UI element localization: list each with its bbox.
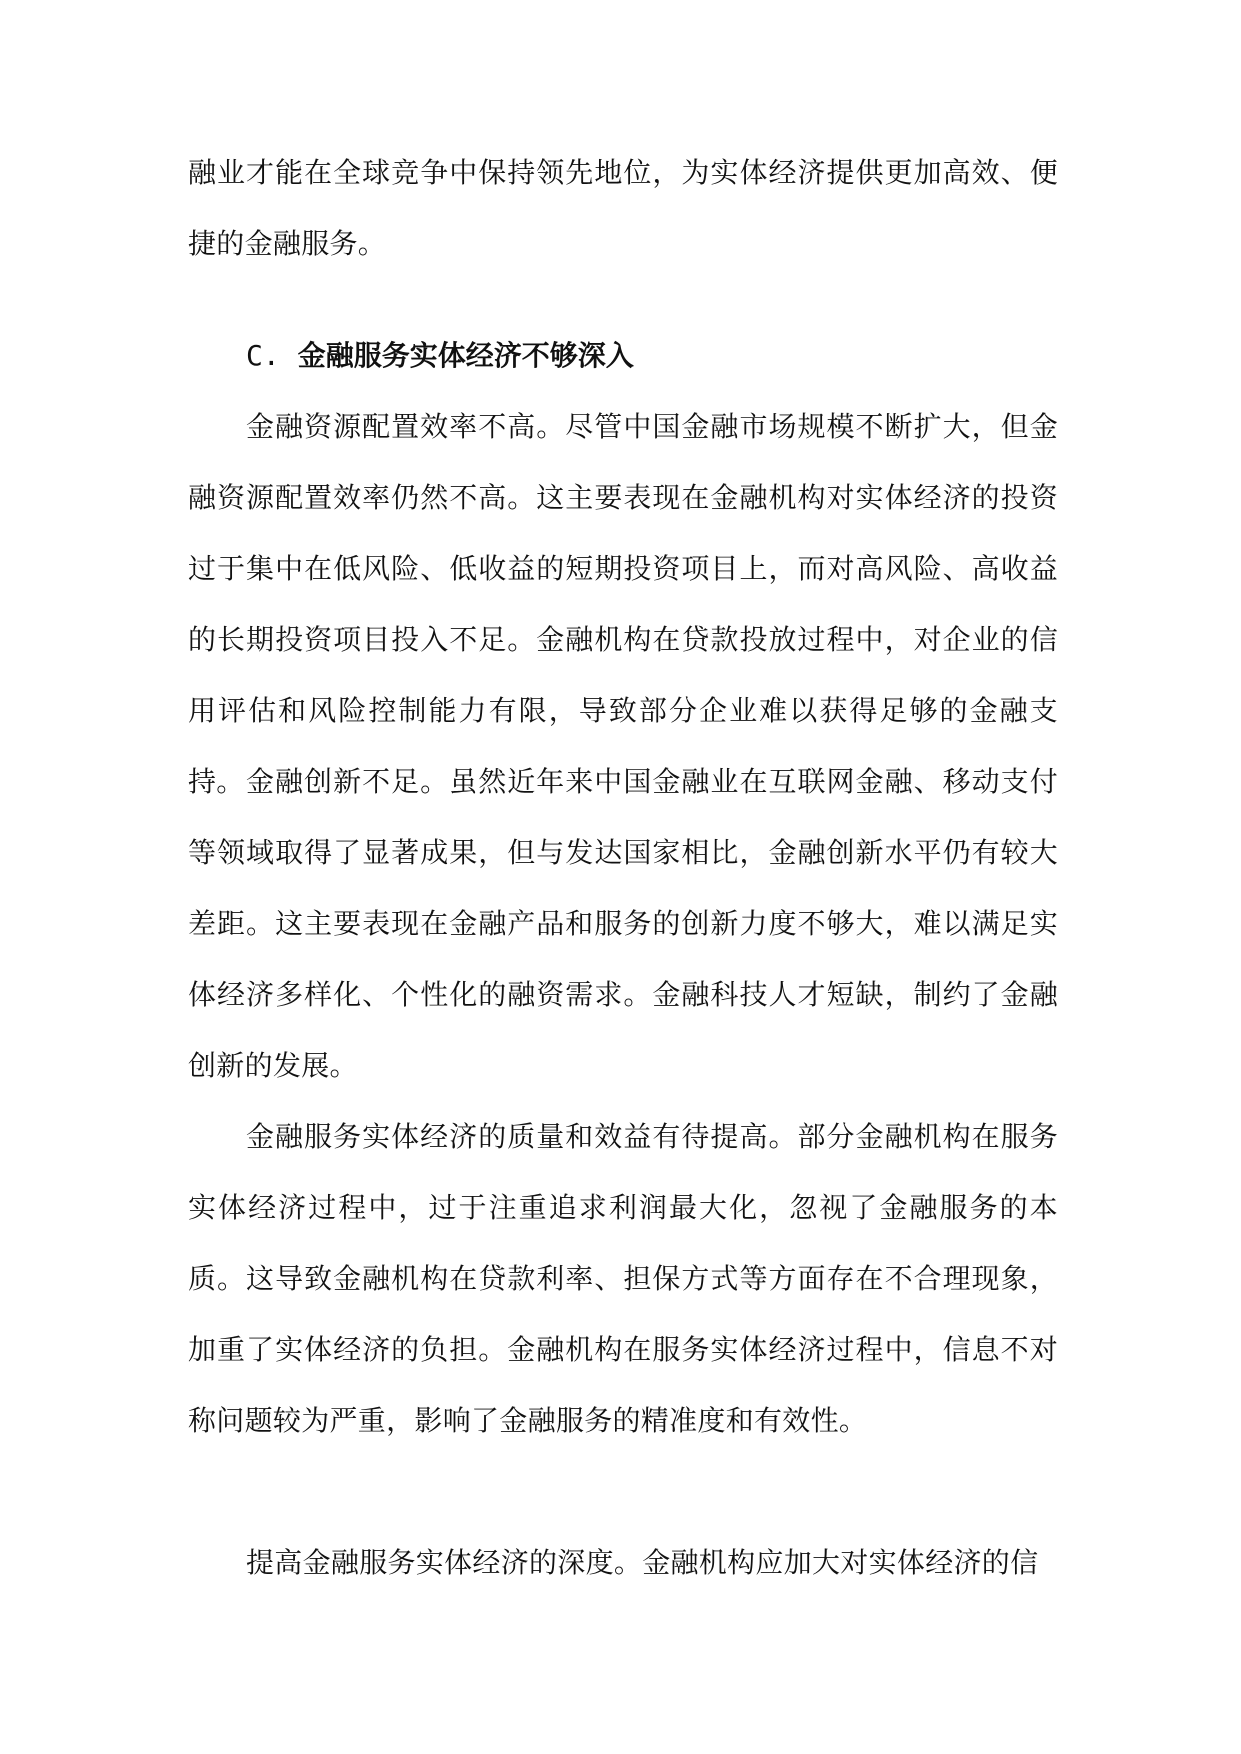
section-heading [246, 320, 634, 391]
section-label: C. [246, 339, 280, 372]
paragraph-financial-innovation: 金融创新不足。虽然近年来中国金融业在互联网金融、移动支付等领域取得了显著成果，但与发达国家相比，金融创新水平仍有较大差距。这主要表现在金融产品和服务的创新力度不够大，难以满足实体经济多样化、个性化的融资需求。金融科技人才短缺，制约了金融创新的发展。 [188, 765, 1058, 1082]
continuation-paragraph: 融业才能在全球竞争中保持领先地位，为实体经济提供更加高效、便捷的金融服务。 [188, 156, 1058, 260]
section-title: 金融服务实体经济不够深入 [297, 339, 634, 372]
paragraph-service-quality: 金融服务实体经济的质量和效益有待提高。部分金融机构在服务实体经济过程中，过于注重追求利润最大化，忽视了金融服务的本质。这导致金融机构在贷款利率、担保方式等方面存在不合理现象，加重了实体经济的负担。金融机构在服务实体经济过程中，信息不对称问题较为严重，影响了金融服务的精准度和有效性。 [188, 1120, 1058, 1437]
paragraph-resource-allocation: 金融资源配置效率不高。尽管中国金融市场规模不断扩大，但金融资源配置效率仍然不高。这主要表现在金融机构对实体经济的投资过于集中在低风险、低收益的短期投资项目上，而对高风险、高收益的长期投资项目投入不足。金融机构在贷款投放过程中，对企业的信用评估和风险控制能力有限，导致部分企业难以获得足够的金融支持。 [188, 410, 1058, 798]
paragraph-service-depth: 提高金融服务实体经济的深度。金融机构应加大对实体经济的信 [246, 1546, 1039, 1579]
